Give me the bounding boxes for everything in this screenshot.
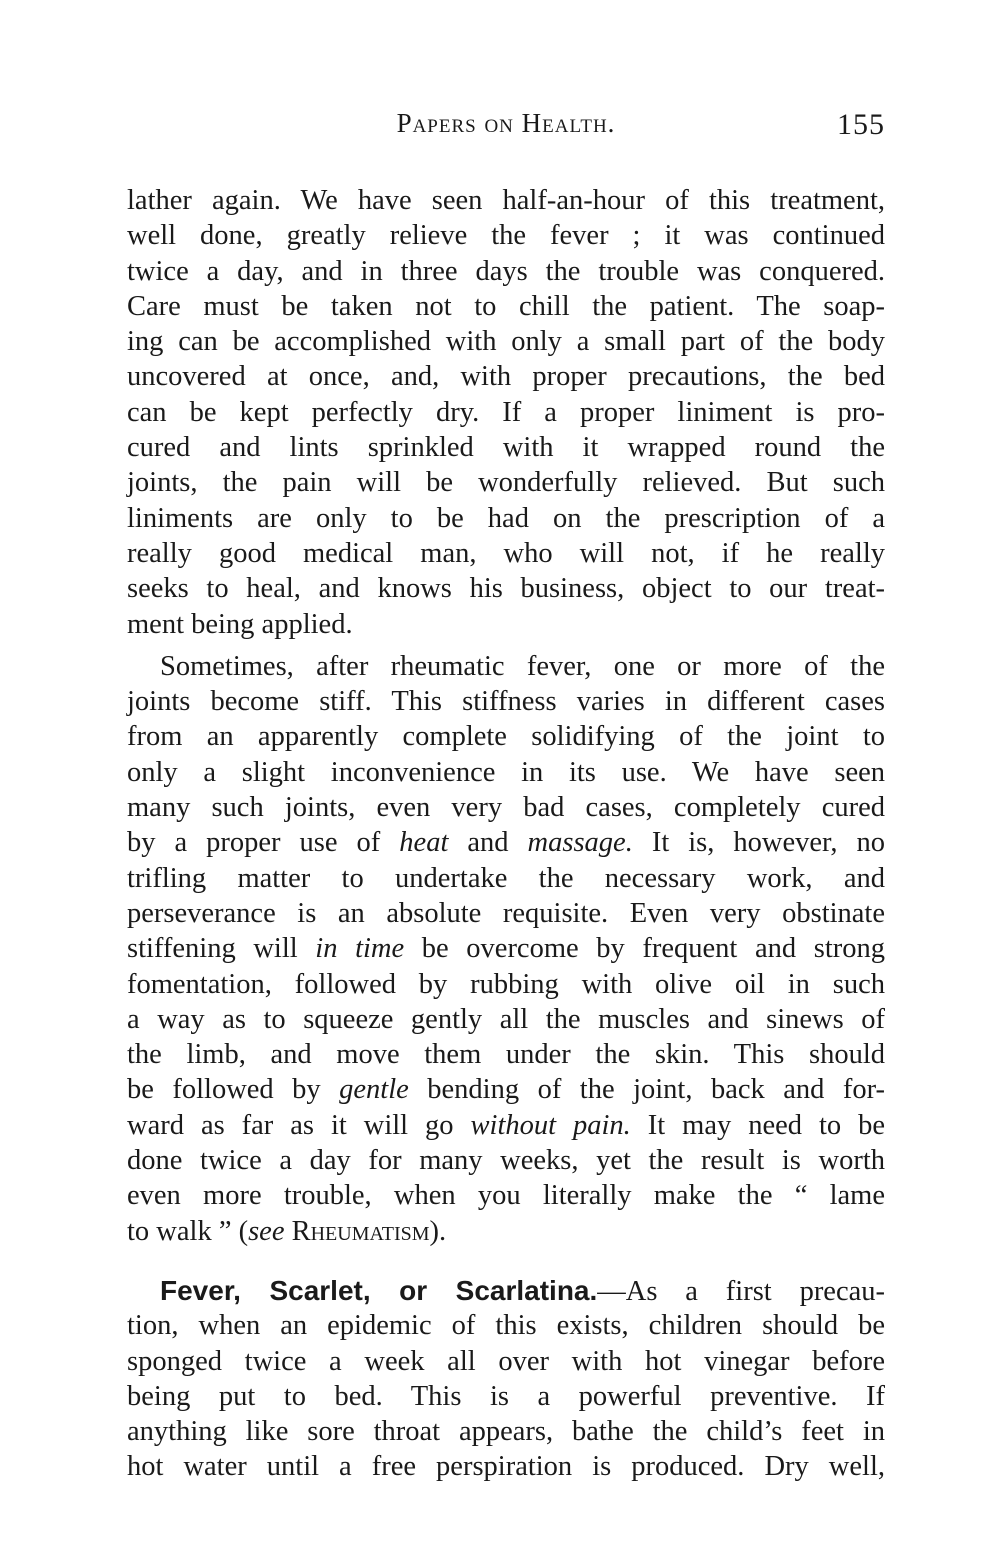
text-line bbox=[127, 967, 885, 1002]
text-segment: Sometimes, after rheumatic fever, one or more of the bbox=[160, 650, 885, 682]
text-line bbox=[127, 571, 885, 606]
page-header bbox=[127, 108, 885, 148]
paragraph bbox=[127, 183, 885, 642]
text-line bbox=[127, 861, 885, 896]
italic-text: heat bbox=[399, 827, 449, 859]
text-segment: to walk ” ( bbox=[127, 1215, 249, 1247]
text-segment: even more trouble, when you literally make the “ lame bbox=[127, 1180, 885, 1212]
text-segment: joints, the pain will be wonderfully relieved. But such bbox=[127, 467, 885, 499]
text-segment: hot water until a free perspiration is produced. Dry well, bbox=[127, 1451, 885, 1483]
text-line bbox=[127, 359, 885, 394]
text-line bbox=[127, 1273, 885, 1308]
text-segment: uncovered at once, and, with proper precautions, the bed bbox=[127, 361, 885, 393]
text-segment: stiffening will bbox=[127, 933, 316, 965]
text-segment: lather again. We have seen half-an-hour of this treatment, bbox=[127, 185, 885, 216]
text-segment: from an apparently complete solidifying of the joint to bbox=[127, 721, 885, 753]
text-segment: joints become stiff. This stiffness varies in different cases bbox=[127, 686, 885, 718]
text-line bbox=[127, 289, 885, 324]
text-line bbox=[127, 1308, 885, 1343]
text-segment: seeks to heal, and knows his business, object to our treat- bbox=[127, 573, 885, 605]
text-line bbox=[127, 825, 885, 860]
text-segment: well done, greatly relieve the fever ; it was continued bbox=[127, 220, 885, 252]
text-segment: cured and lints sprinkled with it wrapped round the bbox=[127, 432, 885, 464]
text-segment: the limb, and move them under the skin. This should bbox=[127, 1039, 885, 1071]
text-line bbox=[127, 1344, 885, 1379]
text-segment: ing can be accomplished with only a small part of the body bbox=[127, 326, 885, 358]
text-line bbox=[127, 430, 885, 465]
text-segment: done twice a day for many weeks, yet the result is worth bbox=[127, 1145, 885, 1177]
text-segment: can be kept perfectly dry. If a proper liniment is pro- bbox=[127, 396, 885, 428]
text-line bbox=[127, 607, 885, 642]
text-segment: Care must be taken not to chill the patient. The soap- bbox=[127, 290, 885, 322]
text-segment: ment being applied. bbox=[127, 608, 353, 640]
text-segment: really good medical man, who will not, if he really bbox=[127, 537, 885, 569]
text-segment: be followed by bbox=[127, 1074, 340, 1106]
text-segment: twice a day, and in three days the trouble was conquered. bbox=[127, 255, 885, 287]
text-segment: perseverance is an absolute requisite. Even very obstinate bbox=[127, 897, 885, 929]
text-line bbox=[127, 1143, 885, 1178]
text-segment: many such joints, even very bad cases, completely cured bbox=[127, 792, 885, 824]
text-segment: anything like sore throat appears, bathe the child’s feet in bbox=[127, 1416, 885, 1448]
italic-text: without pain. bbox=[470, 1109, 631, 1141]
text-segment: liniments are only to be had on the prescription of a bbox=[127, 502, 885, 534]
text-segment: It is, however, no bbox=[632, 827, 886, 859]
text-line bbox=[127, 1178, 885, 1213]
text-line bbox=[127, 755, 885, 790]
italic-text: in time bbox=[315, 933, 405, 965]
text-segment: It may need to be bbox=[630, 1109, 885, 1141]
italic-text: see bbox=[248, 1215, 285, 1247]
text-line bbox=[127, 1037, 885, 1072]
text-line bbox=[127, 395, 885, 430]
running-title: Papers on Health. bbox=[396, 108, 616, 138]
text-line bbox=[127, 1414, 885, 1449]
text-line bbox=[127, 1002, 885, 1037]
text-line bbox=[127, 1379, 885, 1414]
text-segment: fomentation, followed by rubbing with olive oil in such bbox=[127, 968, 885, 1000]
text-line bbox=[127, 1214, 885, 1249]
text-line bbox=[127, 931, 885, 966]
text-line bbox=[127, 790, 885, 825]
text-line bbox=[127, 1449, 885, 1484]
text-segment: and bbox=[448, 827, 528, 859]
text-segment: —As a first precau- bbox=[597, 1275, 885, 1307]
cross-reference: Rheumatism bbox=[291, 1215, 430, 1247]
text-line bbox=[127, 183, 885, 218]
text-segment: be overcome by frequent and strong bbox=[404, 933, 885, 965]
text-segment: trifling matter to undertake the necessary work, and bbox=[127, 862, 885, 894]
text-segment: ). bbox=[429, 1215, 447, 1247]
text-segment bbox=[284, 1216, 291, 1247]
text-segment: by a proper use of bbox=[127, 827, 400, 859]
text-line bbox=[127, 1108, 885, 1143]
text-segment: ward as far as it will go bbox=[127, 1109, 471, 1141]
page-number: 155 bbox=[837, 108, 885, 141]
text-segment: being put to bed. This is a powerful preventive. If bbox=[127, 1380, 885, 1412]
text-line bbox=[127, 719, 885, 754]
text-line bbox=[127, 536, 885, 571]
text-segment: a way as to squeeze gently all the muscles and sinews of bbox=[127, 1003, 885, 1035]
text-segment: tion, when an epidemic of this exists, children should be bbox=[127, 1310, 885, 1342]
text-line bbox=[127, 1072, 885, 1107]
text-line bbox=[127, 254, 885, 289]
paragraph bbox=[127, 649, 885, 1249]
text-line bbox=[127, 465, 885, 500]
text-line bbox=[127, 501, 885, 536]
text-line bbox=[127, 896, 885, 931]
text-line bbox=[127, 218, 885, 253]
text-segment: only a slight inconvenience in its use. We have seen bbox=[127, 756, 885, 788]
entry-heading: Fever, Scarlet, or Scarlatina. bbox=[160, 1274, 598, 1306]
italic-text: gentle bbox=[339, 1074, 409, 1106]
text-segment: bending of the joint, back and for- bbox=[408, 1074, 886, 1106]
entry-paragraph bbox=[127, 1273, 885, 1485]
text-line bbox=[127, 649, 885, 684]
italic-text: massage. bbox=[527, 827, 633, 859]
text-segment: sponged twice a week all over with hot vinegar before bbox=[127, 1345, 885, 1377]
page-body-text bbox=[127, 183, 885, 1485]
text-line bbox=[127, 684, 885, 719]
text-line bbox=[127, 324, 885, 359]
